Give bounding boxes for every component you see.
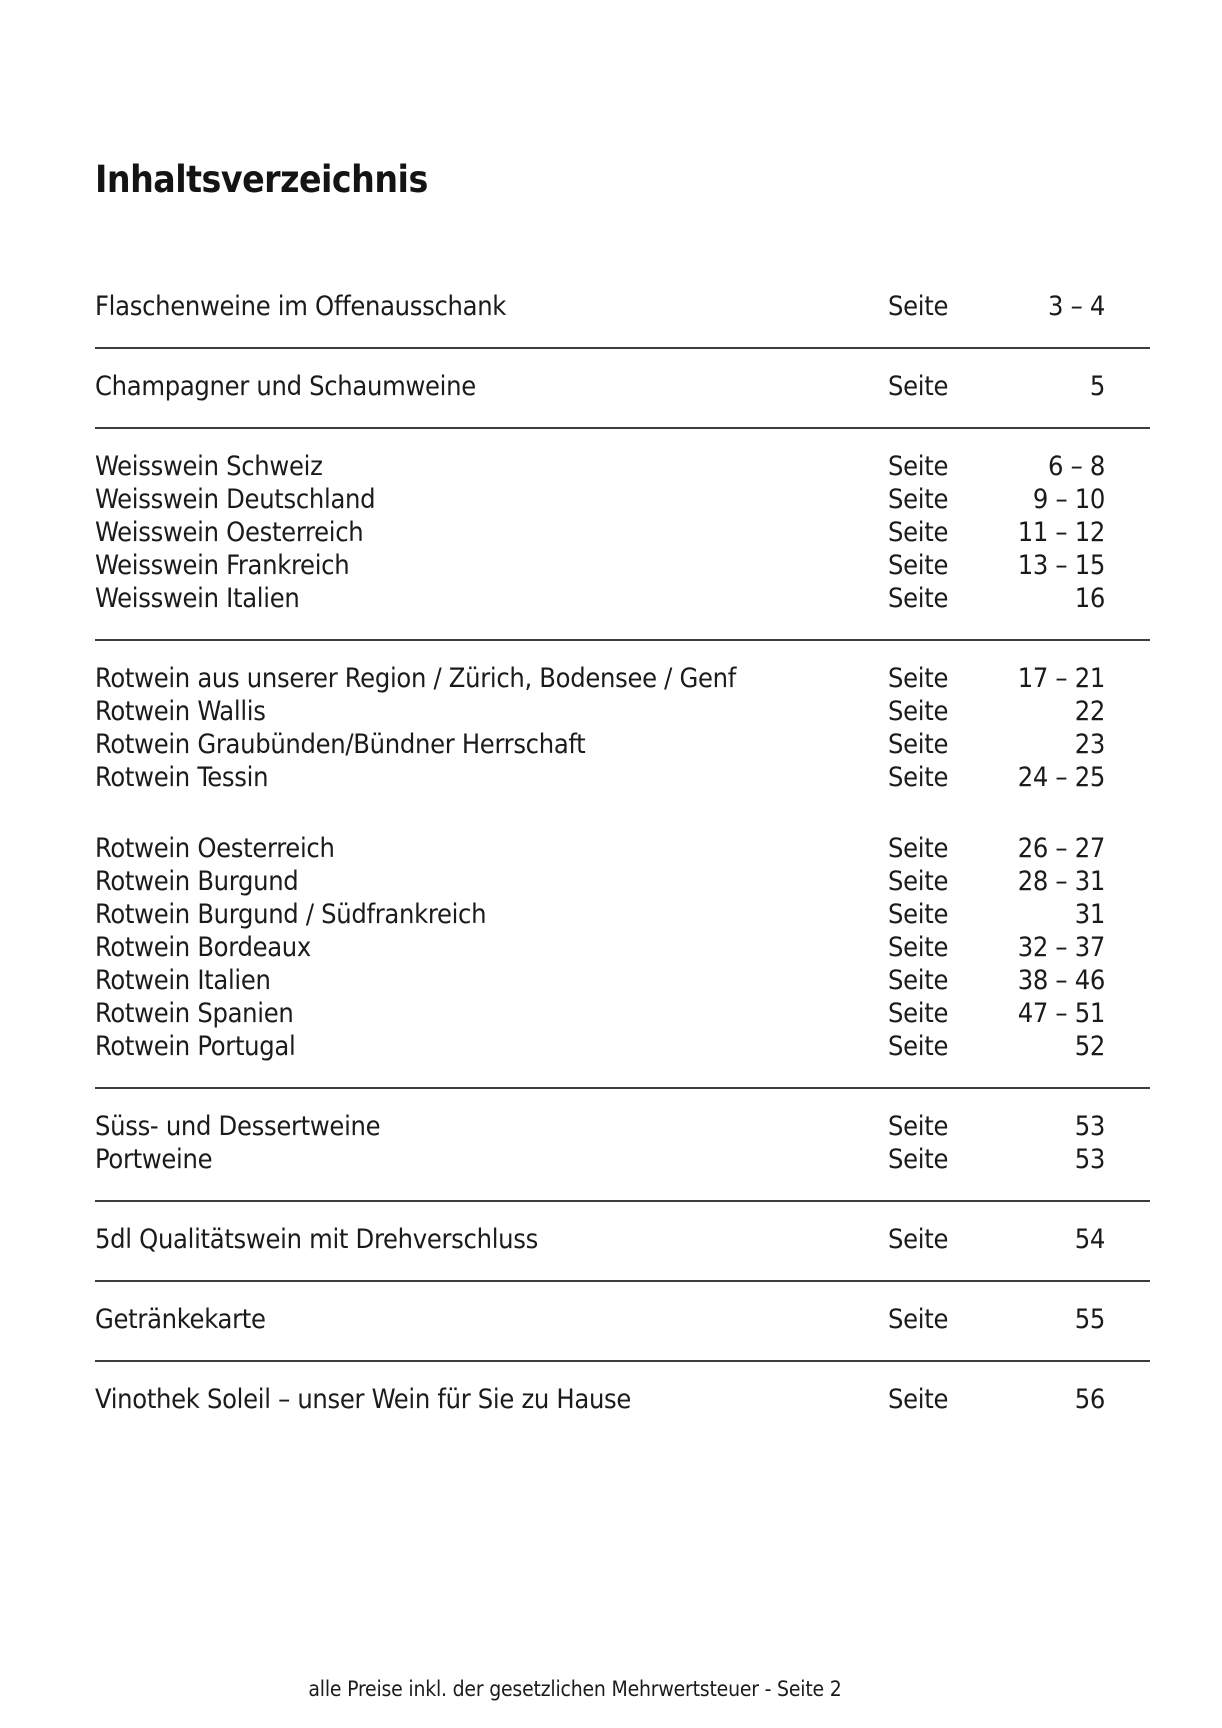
toc-row xyxy=(95,483,1150,516)
toc-page-numbers: 28 – 31 xyxy=(1017,866,1105,897)
toc-group xyxy=(95,450,1150,615)
toc-group xyxy=(95,370,1150,403)
toc-row xyxy=(95,1030,1150,1063)
toc-group xyxy=(95,1223,1150,1256)
toc-group xyxy=(95,1303,1150,1336)
toc-seite-label: Seite xyxy=(888,899,949,930)
toc-row xyxy=(95,1223,1150,1256)
toc-row xyxy=(95,370,1150,403)
toc-seite-label: Seite xyxy=(888,1224,949,1255)
section-divider xyxy=(95,427,1150,429)
section-divider xyxy=(95,1087,1150,1089)
toc-page-numbers: 6 – 8 xyxy=(1048,451,1105,482)
toc-row xyxy=(95,898,1150,931)
toc-entry-label: Rotwein Tessin xyxy=(95,762,269,793)
toc-row xyxy=(95,761,1150,794)
toc-entry-label: Weisswein Frankreich xyxy=(95,550,350,581)
toc-seite-label: Seite xyxy=(888,1031,949,1062)
toc-page-numbers: 31 xyxy=(1074,899,1105,930)
section-divider xyxy=(95,347,1150,349)
toc-seite-label: Seite xyxy=(888,932,949,963)
toc-seite-label: Seite xyxy=(888,1111,949,1142)
toc-page-numbers: 3 – 4 xyxy=(1048,291,1105,322)
toc-entry-label: Rotwein Burgund / Südfrankreich xyxy=(95,899,487,930)
toc-row xyxy=(95,1143,1150,1176)
toc-entry-label: Rotwein aus unserer Region / Zürich, Bodensee / Genf xyxy=(95,663,736,694)
section-divider xyxy=(95,1280,1150,1282)
toc-entry-label: Vinothek Soleil – unser Wein für Sie zu Hause xyxy=(95,1384,632,1415)
toc-entry-label: Getränkekarte xyxy=(95,1304,266,1335)
toc-row xyxy=(95,695,1150,728)
toc-row xyxy=(95,662,1150,695)
toc-entry-label: 5dl Qualitätswein mit Drehverschluss xyxy=(95,1224,538,1255)
toc-entry-label: Rotwein Wallis xyxy=(95,696,266,727)
toc-row xyxy=(95,997,1150,1030)
toc-page-numbers: 53 xyxy=(1074,1144,1105,1175)
toc-content xyxy=(95,0,1150,1416)
toc-entry-label: Weisswein Italien xyxy=(95,583,300,614)
toc-entry-label: Rotwein Portugal xyxy=(95,1031,296,1062)
toc-seite-label: Seite xyxy=(888,517,949,548)
toc-page-numbers: 52 xyxy=(1074,1031,1105,1062)
section-divider xyxy=(95,639,1150,641)
toc-page-numbers: 53 xyxy=(1074,1111,1105,1142)
toc-page-numbers: 11 – 12 xyxy=(1017,517,1105,548)
toc-seite-label: Seite xyxy=(888,291,949,322)
section-divider xyxy=(95,1200,1150,1202)
toc-page-numbers: 13 – 15 xyxy=(1017,550,1105,581)
toc-entry-label: Weisswein Schweiz xyxy=(95,451,323,482)
toc-seite-label: Seite xyxy=(888,965,949,996)
toc-page-numbers: 5 xyxy=(1089,371,1105,402)
toc-entry-label: Rotwein Burgund xyxy=(95,866,299,897)
page-footer: alle Preise inkl. der gesetzlichen Mehrwertsteuer - Seite 2 xyxy=(308,1677,842,1701)
toc-entry-label: Champagner und Schaumweine xyxy=(95,371,476,402)
page-title: Inhaltsverzeichnis xyxy=(95,158,428,201)
section-divider xyxy=(95,1360,1150,1362)
toc-row xyxy=(95,290,1150,323)
toc-page-numbers: 23 xyxy=(1074,729,1105,760)
toc-row xyxy=(95,728,1150,761)
toc-seite-label: Seite xyxy=(888,866,949,897)
toc-page-numbers: 55 xyxy=(1074,1304,1105,1335)
toc-page-numbers: 38 – 46 xyxy=(1017,965,1105,996)
toc-row xyxy=(95,832,1150,865)
toc-entry-label: Rotwein Italien xyxy=(95,965,271,996)
toc-row xyxy=(95,582,1150,615)
toc-page-numbers: 9 – 10 xyxy=(1032,484,1105,515)
toc-entry-label: Weisswein Oesterreich xyxy=(95,517,364,548)
toc-row xyxy=(95,964,1150,997)
toc-page-numbers: 47 – 51 xyxy=(1017,998,1105,1029)
toc-row xyxy=(95,865,1150,898)
toc-seite-label: Seite xyxy=(888,729,949,760)
toc-row xyxy=(95,931,1150,964)
toc-row xyxy=(95,450,1150,483)
toc-entry-label: Rotwein Oesterreich xyxy=(95,833,335,864)
toc-page-numbers: 16 xyxy=(1074,583,1105,614)
toc-entry-label: Süss- und Dessertweine xyxy=(95,1111,381,1142)
toc-entry-label: Portweine xyxy=(95,1144,213,1175)
toc-seite-label: Seite xyxy=(888,1144,949,1175)
toc-seite-label: Seite xyxy=(888,371,949,402)
toc-seite-label: Seite xyxy=(888,762,949,793)
toc-page-numbers: 17 – 21 xyxy=(1017,663,1105,694)
toc-row xyxy=(95,1110,1150,1143)
toc-seite-label: Seite xyxy=(888,663,949,694)
toc-entry-label: Rotwein Graubünden/Bündner Herrschaft xyxy=(95,729,586,760)
toc-group xyxy=(95,1110,1150,1176)
toc-seite-label: Seite xyxy=(888,1304,949,1335)
toc-entry-label: Flaschenweine im Offenausschank xyxy=(95,291,507,322)
toc-page-numbers: 24 – 25 xyxy=(1017,762,1105,793)
toc-row xyxy=(95,1383,1150,1416)
toc-seite-label: Seite xyxy=(888,583,949,614)
toc-group xyxy=(95,1383,1150,1416)
toc-group xyxy=(95,662,1150,794)
toc-row xyxy=(95,549,1150,582)
toc-group xyxy=(95,832,1150,1063)
toc-page-numbers: 32 – 37 xyxy=(1017,932,1105,963)
toc-row xyxy=(95,516,1150,549)
toc-group xyxy=(95,290,1150,323)
toc-entry-label: Rotwein Spanien xyxy=(95,998,294,1029)
toc-seite-label: Seite xyxy=(888,550,949,581)
toc-seite-label: Seite xyxy=(888,451,949,482)
toc-seite-label: Seite xyxy=(888,833,949,864)
toc-page-numbers: 56 xyxy=(1074,1384,1105,1415)
toc-seite-label: Seite xyxy=(888,484,949,515)
toc-page-numbers: 54 xyxy=(1074,1224,1105,1255)
toc-entry-label: Rotwein Bordeaux xyxy=(95,932,311,963)
toc-seite-label: Seite xyxy=(888,1384,949,1415)
toc-entry-label: Weisswein Deutschland xyxy=(95,484,376,515)
toc-page-numbers: 26 – 27 xyxy=(1017,833,1105,864)
toc-seite-label: Seite xyxy=(888,998,949,1029)
toc-row xyxy=(95,1303,1150,1336)
toc-seite-label: Seite xyxy=(888,696,949,727)
toc-page-numbers: 22 xyxy=(1074,696,1105,727)
